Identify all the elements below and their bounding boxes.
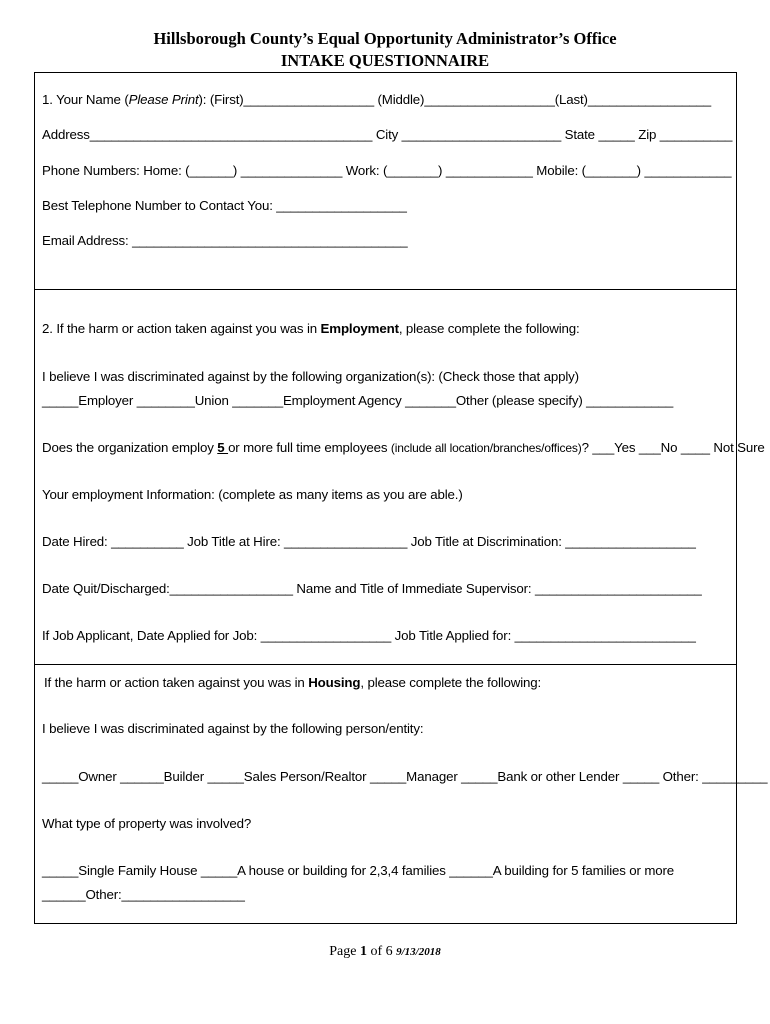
form-title: Hillsborough County’s Equal Opportunity Administrator’s Office <box>153 29 617 48</box>
job-applicant-field[interactable]: If Job Applicant, Date Applied for Job: __________________ Job Title Applied for: _________________________ <box>42 628 696 643</box>
section-divider-2 <box>34 664 737 665</box>
housing-intro: If the harm or action taken against you was in Housing, please complete the following: <box>44 675 542 690</box>
property-options[interactable]: _____Single Family House _____A house or building for 2,3,4 families ______A building for 5 families or more <box>42 863 675 878</box>
best-phone-field[interactable]: Best Telephone Number to Contact You: __________________ <box>42 198 407 213</box>
date-hired-field[interactable]: Date Hired: __________ Job Title at Hire: _________________ Job Title at Discrimination: __________________ <box>42 534 696 549</box>
date-quit-field[interactable]: Date Quit/Discharged:_________________ Name and Title of Immediate Supervisor: _______________________ <box>42 581 702 596</box>
employment-info-heading: Your employment Information: (complete as many items as you are able.) <box>42 487 463 502</box>
page-footer: Page 1 of 6 9/13/2018 <box>329 944 441 959</box>
section-divider-1 <box>34 289 737 290</box>
entity-options[interactable]: _____Owner ______Builder _____Sales Person/Realtor _____Manager _____Bank or other Lender _____ Other: _________ <box>42 769 768 784</box>
address-field[interactable]: Address_______________________________________ City ______________________ State _____ Zip __________ <box>42 127 733 142</box>
property-question: What type of property was involved? <box>42 816 252 831</box>
employee-count-question[interactable]: Does the organization employ 5 or more full time employees (include all location/branches/offices)? ___Yes ___No ____ Not Sure <box>42 440 765 455</box>
form-subtitle: INTAKE QUESTIONNAIRE <box>280 51 490 70</box>
housing-believe-text: I believe I was discriminated against by the following person/entity: <box>42 721 424 736</box>
employment-believe-text: I believe I was discriminated against by the following organization(s): (Check those that apply) <box>42 369 579 384</box>
organization-options[interactable]: _____Employer ________Union _______Employment Agency _______Other (please specify) ____________ <box>42 393 674 408</box>
email-field[interactable]: Email Address: ______________________________________ <box>42 233 408 248</box>
phone-field[interactable]: Phone Numbers: Home: (______) ______________ Work: (_______) ____________ Mobile: (_______) ____________ <box>42 163 732 178</box>
property-other-field[interactable]: ______Other:_________________ <box>42 887 245 902</box>
name-field[interactable]: 1. Your Name (Please Print): (First)__________________ (Middle)__________________(Last)_________________ <box>42 92 711 107</box>
employment-intro: 2. If the harm or action taken against you was in Employment, please complete the following: <box>42 321 580 336</box>
